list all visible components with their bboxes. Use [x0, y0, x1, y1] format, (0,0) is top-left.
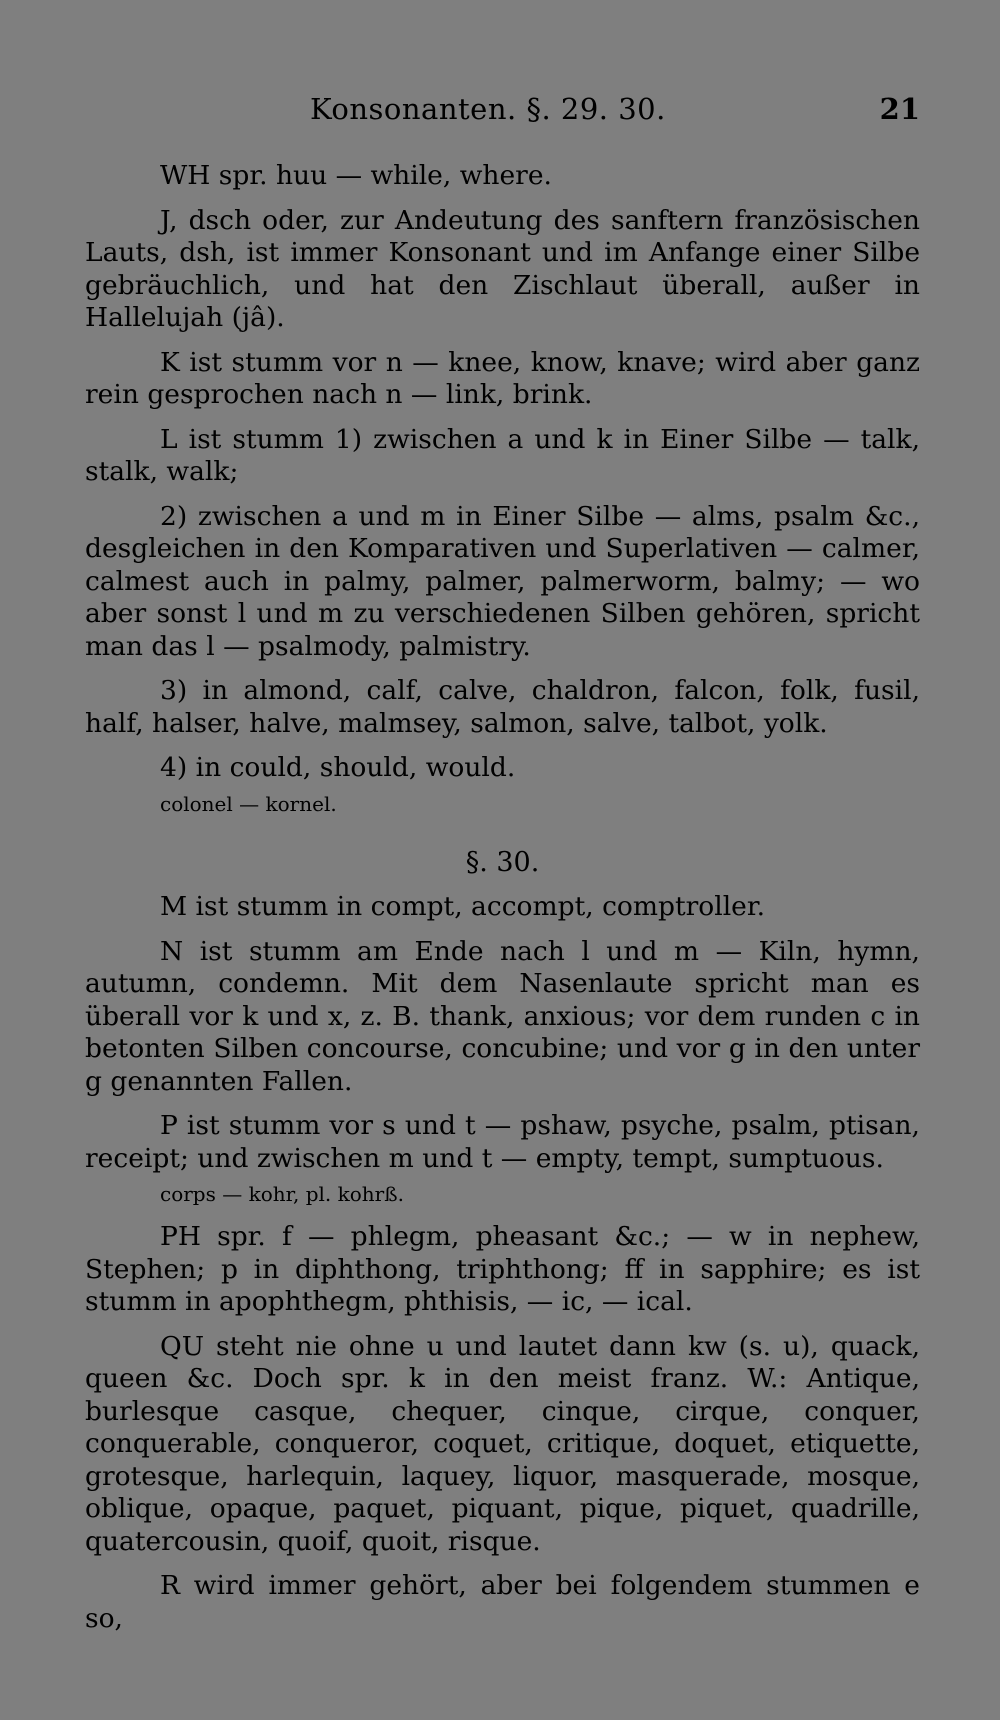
paragraph-j: J, dsch oder, zur Andeutung des sanftern französischen Lauts, dsh, ist immer Konsonant und im Anfange einer Silbe gebräuchlich, und hat den Zischlaut überall, außer in Hallelujah (jâ). [85, 204, 920, 333]
paragraph-k: K ist stumm vor n — knee, know, knave; wird aber ganz rein gesprochen nach n — link, brink. [85, 346, 920, 410]
note-colonel: colonel — kornel. [160, 791, 337, 816]
note-corps: corps — kohr, pl. kohrß. [160, 1182, 404, 1206]
paragraph-l-4: 4) in could, should, would. [160, 752, 516, 783]
paragraph-l-2: 2) zwischen a und m in Einer Silbe — alms, psalm &c., desgleichen in den Komparativen und Superlativen — calmer, calmest auch in palmy, palmer, palmerworm, balmy; — wo aber sonst l und m zu verschiedenen Silben gehören, spricht man das l — psalmody, palmistry. [85, 500, 920, 662]
page-number: 21 [879, 92, 920, 126]
paragraph-ph: PH spr. f — phlegm, pheasant &c.; — w in nephew, Stephen; p in diphthong, triphthong; ff in sapphire; es ist stumm in apophthegm, phthisis, — ic, — ical. [85, 1221, 920, 1317]
paragraph-qu: QU steht nie ohne u und lautet dann kw (s. u), quack, queen &c. Doch spr. k in den meist franz. W.: Antique, burlesque casque, chequer, cinque, cirque, conquer, conquerable, conqueror, coquet, critique, doquet, etiquette, grotesque, harlequin, laquey, liquor, masquerade, mosque, oblique, opaque, paquet, piquant, pique, piquet, quadrille, quatercousin, quoif, quoit, risque. [85, 1330, 920, 1557]
running-title: Konsonanten. §. 29. 30. [310, 92, 666, 126]
paragraph-r: R wird immer gehört, aber bei folgendem stummen e so, [85, 1570, 920, 1634]
paragraph-l-1: L ist stumm 1) zwischen a und k in Einer Silbe — talk, stalk, walk; [85, 423, 920, 487]
paragraph-l-3: 3) in almond, calf, calve, chaldron, falcon, folk, fusil, half, halser, halve, malmsey, salmon, salve, talbot, yolk. [85, 675, 920, 739]
paragraph-p: P ist stumm vor s und t — pshaw, psyche, psalm, ptisan, receipt; und zwischen m und t — empty, tempt, sumptuous. [85, 1110, 920, 1174]
paragraph-wh: WH spr. huu — while, where. [160, 160, 552, 191]
section-heading: §. 30. [465, 846, 540, 878]
paragraph-m: M ist stumm in compt, accompt, comptroller. [160, 891, 766, 922]
page-body [85, 160, 920, 1647]
page-header [80, 92, 920, 142]
paragraph-n: N ist stumm am Ende nach l und m — Kiln, hymn, autumn, condemn. Mit dem Nasenlaute spricht man es überall vor k und x, z. B. thank, anxious; vor dem runden c in betonten Silben concourse, concubine; und vor g in den unter g genannten Fallen. [85, 935, 920, 1097]
